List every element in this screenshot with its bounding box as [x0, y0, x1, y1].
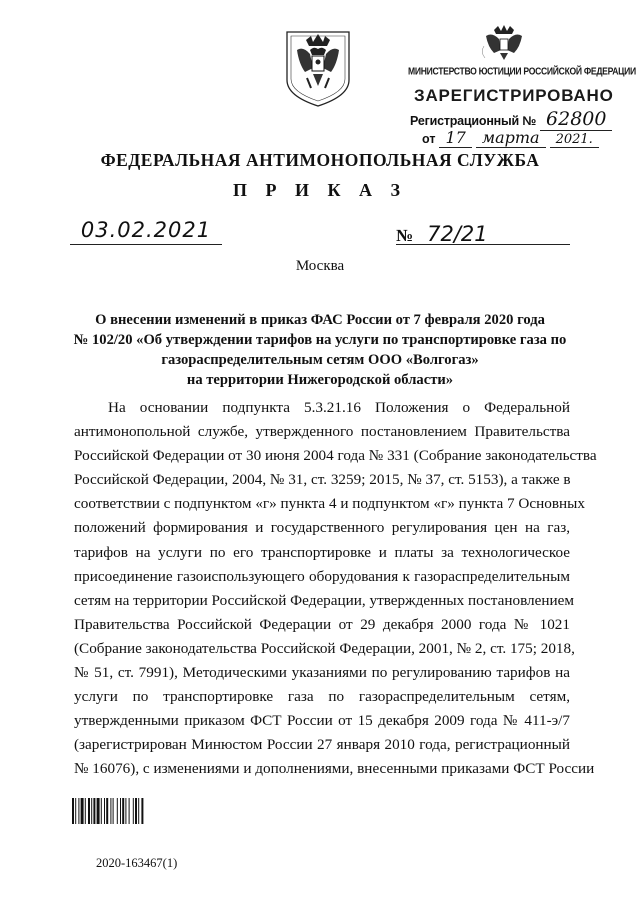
- body-line: антимонопольной службе, утвержденного постановлением Правительства: [74, 423, 570, 441]
- body-line: положений формирования и государственного регулирования цен на газ,: [74, 519, 570, 537]
- barcode-bar: [85, 798, 86, 824]
- body-line: соответствии с подпунктом «г» пункта 4 и подпунктом «г» пункта 7 Основных: [74, 495, 585, 513]
- stamp-emblem-icon: [482, 22, 526, 62]
- stamp-registered-label: ЗАРЕГИСТРИРОВАНО: [414, 86, 614, 105]
- stamp-date-day: 17: [439, 128, 471, 148]
- barcode-bar: [138, 798, 139, 824]
- barcode-bar: [133, 798, 134, 824]
- barcode-bar: [97, 798, 100, 824]
- order-number-handwritten: 72/21: [427, 222, 488, 246]
- body-paragraph: [74, 396, 597, 782]
- stamp-date-year: 2021.: [550, 132, 599, 148]
- barcode-bar: [75, 798, 76, 824]
- title-line: на территории Нижегородской области»: [186, 372, 454, 388]
- barcode-bar: [129, 798, 130, 824]
- stamp-reg-number-value: 62800: [540, 108, 612, 131]
- barcode-bar: [113, 798, 114, 824]
- city-name: Москва: [295, 258, 345, 274]
- body-line: Российской Федерации, 2004, № 31, ст. 3259; 2015, № 37, ст. 5153), а также в: [74, 471, 571, 489]
- barcode-bar: [88, 798, 90, 824]
- body-line: На основании подпункта 5.3.21.16 Положения о Федеральной: [108, 399, 570, 416]
- barcode-bar: [101, 798, 102, 824]
- barcode-bar: [106, 798, 108, 824]
- coat-of-arms-emblem: [283, 24, 353, 109]
- document-code: 2020-163467(1): [96, 856, 178, 870]
- barcode-bar: [81, 798, 84, 824]
- stamp-ministry-name: МИНИСТЕРСТВО ЮСТИЦИИ РОССИЙСКОЙ ФЕДЕРАЦИИ: [408, 65, 636, 77]
- body-line: присоединение газоиспользующего оборудования к газораспределительным: [74, 567, 570, 585]
- body-line: № 16076), с изменениями и дополнениями, внесенными приказами ФСТ России: [74, 760, 595, 778]
- stamp-date-row: [422, 128, 599, 148]
- body-line: (зарегистрирован Минюстом России 27 января 2010 года, регистрационный: [74, 736, 570, 754]
- barcode: [72, 798, 174, 824]
- body-line: услуги по транспортировке газа по газораспределительным сетям,: [74, 688, 570, 706]
- order-number-label: №: [396, 226, 414, 245]
- barcode-bar: [104, 798, 105, 824]
- title-line: О внесении изменений в приказ ФАС России от 7 февраля 2020 года: [95, 312, 545, 328]
- stamp-registration-number-row: [410, 108, 612, 130]
- barcode-bar: [93, 798, 95, 824]
- order-heading: П Р И К А З: [232, 180, 408, 200]
- barcode-bar: [122, 798, 124, 824]
- body-line: Российской Федерации от 30 июня 2004 года № 331 (Собрание законодательства: [74, 447, 597, 465]
- body-line: тарифов на услуги по его транспортировке и платы за технологическое: [74, 543, 570, 561]
- body-line: утвержденными приказом ФСТ России от 15 декабря 2009 года № 411-э/7: [74, 712, 570, 730]
- body-line: Правительства Российской Федерации от 29 декабря 2000 года № 1021: [74, 615, 570, 633]
- stamp-reg-number-label: Регистрационный №: [410, 114, 537, 128]
- barcode-bar: [78, 798, 79, 824]
- body-line: сетям на территории Российской Федерации, утвержденных постановлением: [74, 591, 574, 609]
- order-number-row: [396, 222, 570, 245]
- title-line: № 102/20 «Об утверждении тарифов на услуги по транспортировке газа по: [73, 332, 567, 348]
- title-line: газораспределительным сетям ООО «Волгогаз»: [161, 352, 479, 368]
- barcode-bar: [72, 798, 74, 824]
- barcode-bar: [120, 798, 121, 824]
- order-date-handwritten: 03.02.2021: [70, 218, 222, 245]
- stamp-date-prefix: от: [422, 132, 436, 146]
- body-line: № 51, ст. 7991), Методическими указаниями по регулированию тарифов на: [74, 664, 570, 682]
- barcode-bar: [110, 798, 111, 824]
- body-line: (Собрание законодательства Российской Федерации, 2001, № 2, ст. 175; 2018,: [74, 639, 575, 657]
- barcode-bar: [141, 798, 143, 824]
- agency-name-heading: ФЕДЕРАЛЬНАЯ АНТИМОНОПОЛЬНАЯ СЛУЖБА: [100, 150, 540, 170]
- barcode-bar: [125, 798, 126, 824]
- barcode-bar: [135, 798, 137, 824]
- document-title: [70, 310, 570, 390]
- barcode-bar: [117, 798, 118, 824]
- stamp-date-month: марта: [476, 128, 546, 148]
- barcode-bar: [91, 798, 92, 824]
